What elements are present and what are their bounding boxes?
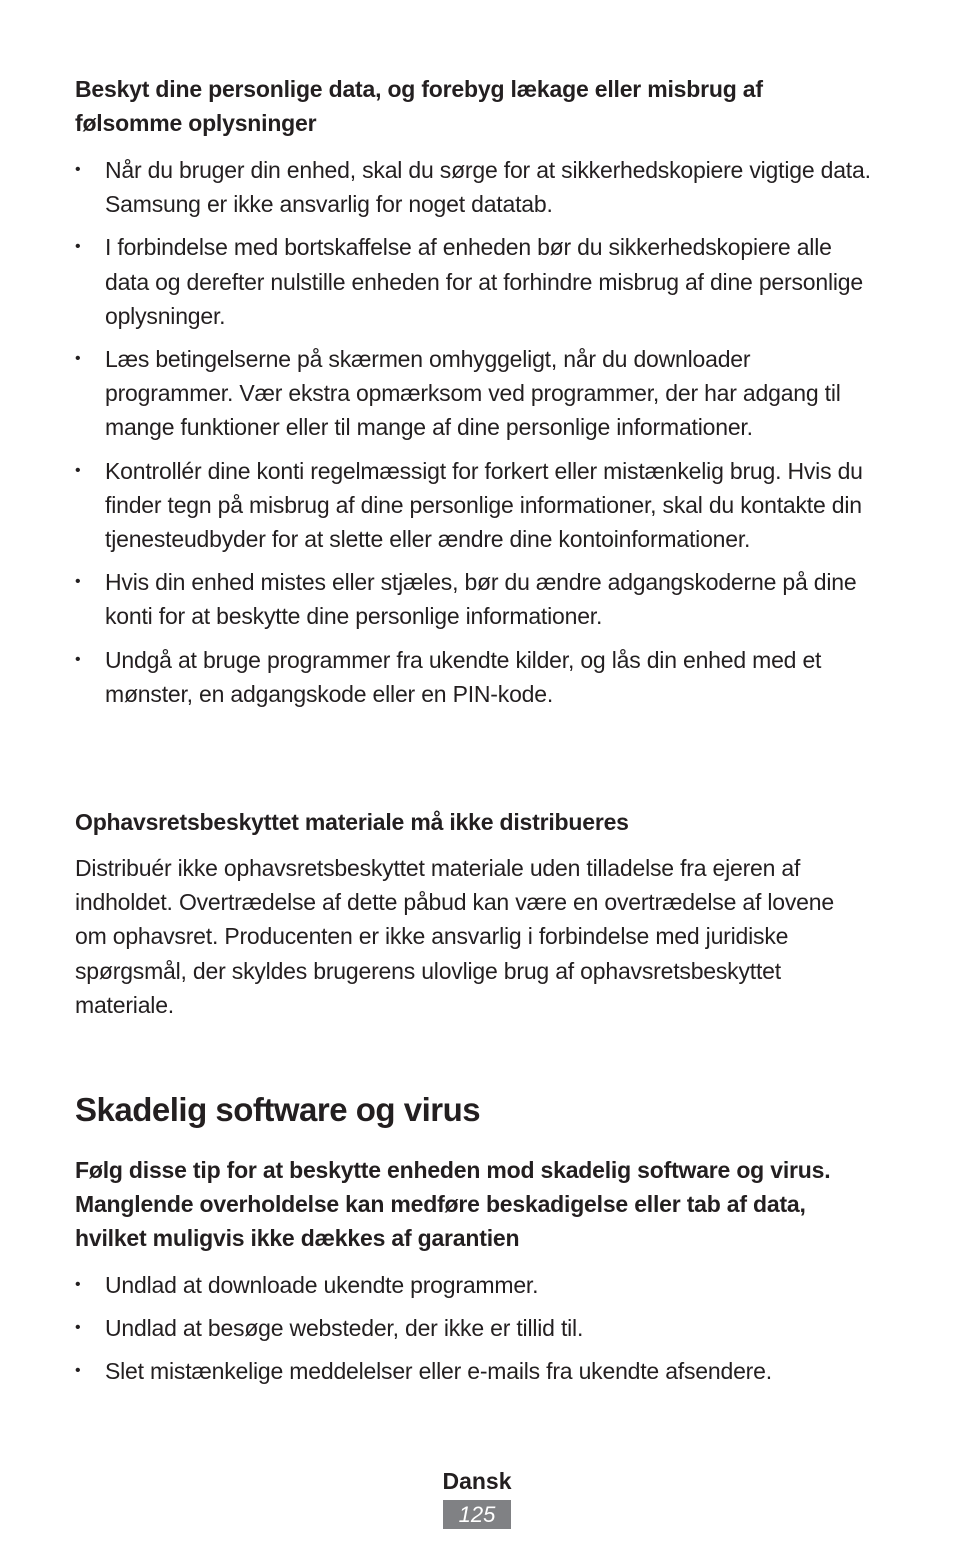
bullet-icon: • — [75, 1276, 81, 1293]
bullet-icon: • — [75, 238, 81, 256]
list-item-text: Undlad at downloade ukendte programmer. — [105, 1272, 539, 1298]
list-item-text: Slet mistænkelige meddelelser eller e-mails fra ukendte afsendere. — [105, 1358, 772, 1385]
copyright-heading: Ophavsretsbeskyttet materiale må ikke distribueres — [75, 809, 629, 835]
list-item — [75, 454, 875, 557]
copyright-paragraph: Distribuér ikke ophavsretsbeskyttet materiale uden tilladelse fra ejeren af indholdet. Overtrædelse af dette påbud kan være en overtrædelse af lovene om ophavsret. Producenten er ikke ansvarlig i forbindelse med juridiske spørgsmål, der skyldes brugerens ulovlige brug af ophavsretsbeskyttet materiale. — [75, 855, 834, 1018]
page-footer — [0, 1464, 954, 1529]
list-item — [75, 1354, 875, 1388]
list-item-text: Hvis din enhed mistes eller stjæles, bør du ændre adgangskoderne på dine konti for at beskytte dine personlige informationer. — [105, 569, 857, 630]
personal-data-heading: Beskyt dine personlige data, og forebyg lækage eller misbrug af følsomme oplysninger — [75, 76, 763, 136]
bullet-icon: • — [75, 350, 81, 368]
list-item — [75, 230, 875, 333]
malware-intro: Følg disse tip for at beskytte enheden mod skadelig software og virus. Manglende overholdelse kan medføre beskadigelse eller tab af data, hvilket muligvis ikke dækkes af garantien — [75, 1157, 831, 1251]
bullet-icon: • — [75, 1319, 81, 1337]
list-item-text: Undlad at besøge websteder, der ikke er tillid til. — [105, 1315, 584, 1342]
list-item-text: Undgå at bruge programmer fra ukendte kilder, og lås din enhed med et mønster, en adgangskode eller en PIN-kode. — [105, 646, 822, 707]
list-item-text: I forbindelse med bortskaffelse af enheden bør du sikkerhedskopiere alle data og derefter nulstille enheden for at forhindre misbrug af dine personlige oplysninger. — [105, 234, 863, 329]
bullet-icon: • — [75, 650, 81, 668]
personal-data-list — [75, 153, 875, 720]
footer-language: Dansk — [442, 1468, 512, 1494]
bullet-icon: • — [75, 461, 81, 479]
list-item — [75, 153, 875, 221]
list-item — [75, 565, 875, 633]
page-number: 125 — [443, 1500, 511, 1529]
section-title: Skadelig software og virus — [75, 1091, 481, 1128]
list-item — [75, 1311, 875, 1345]
malware-list — [75, 1268, 875, 1398]
list-item-text: Når du bruger din enhed, skal du sørge for at sikkerhedskopiere vigtige data. Samsung er ikke ansvarlig for noget datatab. — [105, 157, 871, 218]
bullet-icon: • — [75, 573, 81, 591]
list-item — [75, 342, 875, 445]
list-item — [75, 643, 875, 711]
list-item-text: Kontrollér dine konti regelmæssigt for forkert eller mistænkelig brug. Hvis du finder tegn på misbrug af dine personlige informationer, skal du kontakte din tjenesteudbyder for at slette eller ændre dine kontoinformationer. — [105, 457, 863, 553]
list-item — [75, 1268, 875, 1302]
bullet-icon: • — [75, 161, 81, 178]
bullet-icon: • — [75, 1362, 81, 1380]
list-item-text: Læs betingelserne på skærmen omhyggeligt, når du downloader programmer. Vær ekstra opmærksom ved programmer, der har adgang til mange funktioner eller til mange af dine personlige informationer. — [105, 346, 841, 441]
